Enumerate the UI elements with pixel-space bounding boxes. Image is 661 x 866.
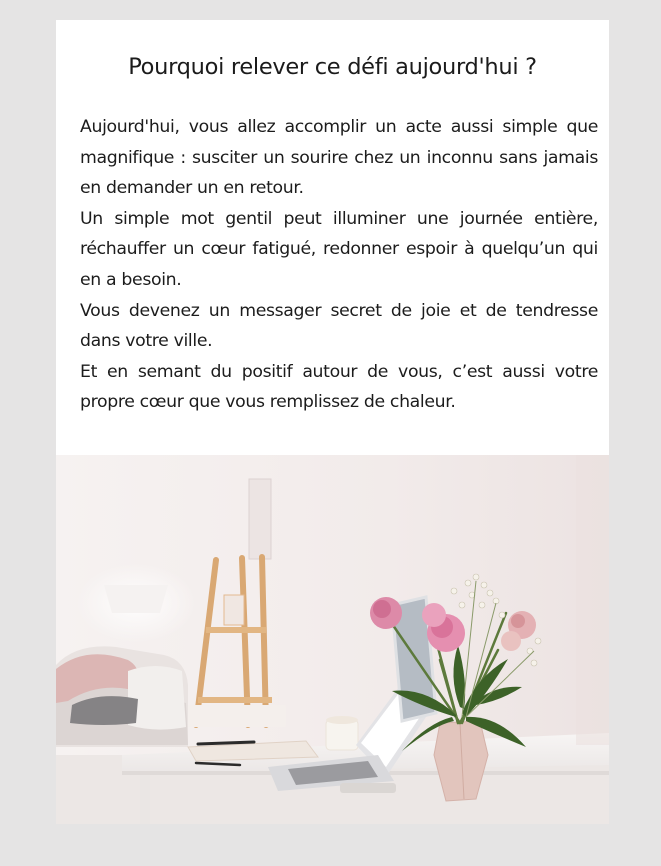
- paragraph-1: Aujourd'hui, vous allez accomplir un acte aussi simple que magnifique : susciter un sourire chez un inconnu sans jamais en demander un en retour.: [80, 117, 598, 199]
- interior-photo: [56, 455, 609, 824]
- document-page: [56, 20, 609, 824]
- body-text: [80, 112, 598, 418]
- paragraph-2: Un simple mot gentil peut illuminer une journée entière, réchauffer un cœur fatigué, redonner espoir à quelqu’un qui en a besoin.: [80, 208, 598, 290]
- paragraph-4: Et en semant du positif autour de vous, c’est aussi votre propre cœur que vous remplissez de chaleur.: [80, 361, 598, 413]
- page-title: Pourquoi relever ce défi aujourd'hui ?: [128, 54, 537, 80]
- paragraph-3: Vous devenez un messager secret de joie et de tendresse dans votre ville.: [80, 300, 598, 352]
